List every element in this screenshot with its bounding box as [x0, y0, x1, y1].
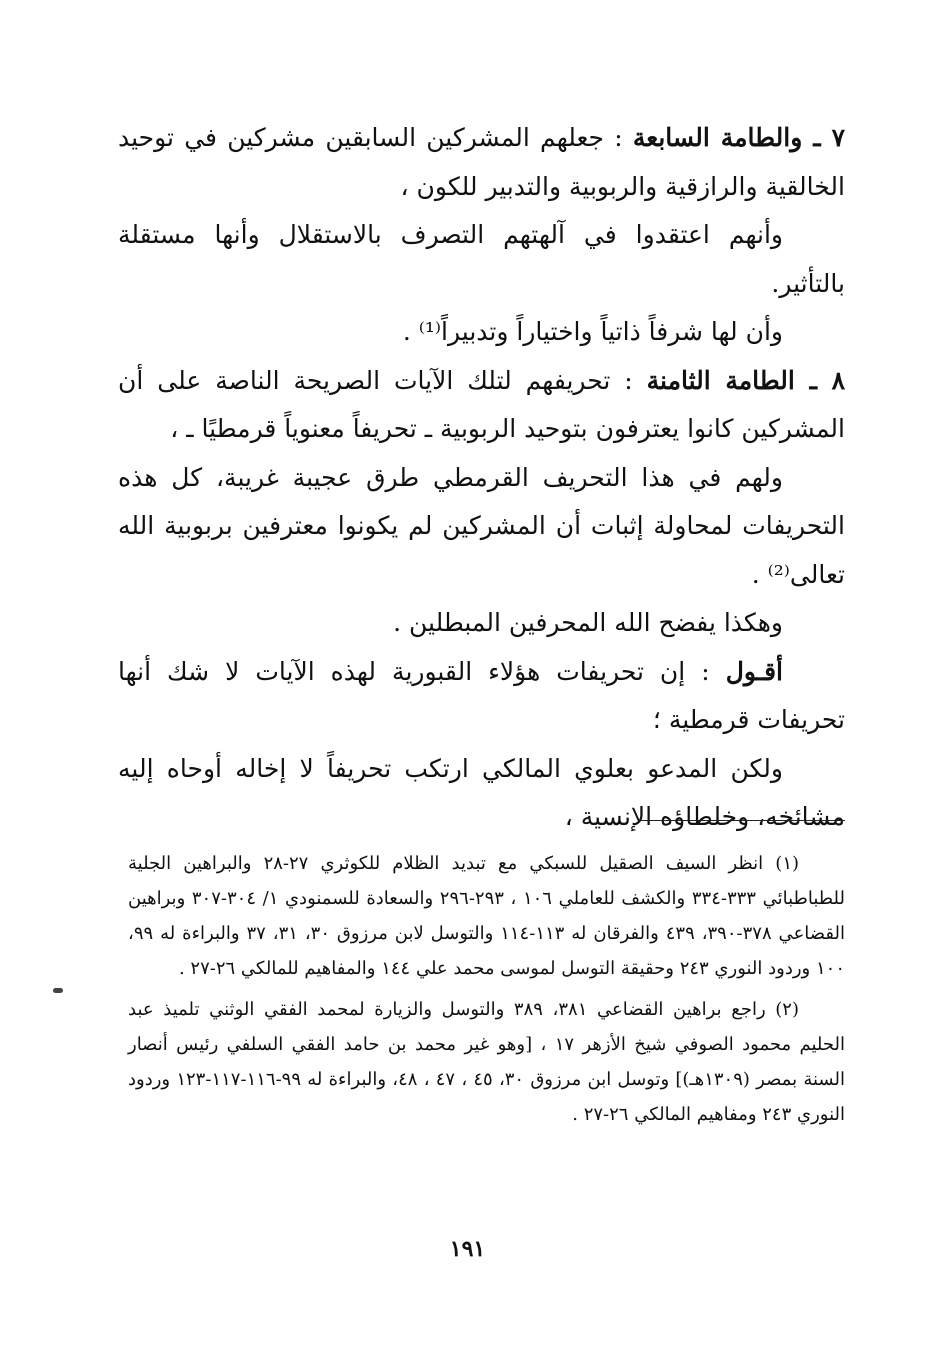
footnotes [128, 846, 845, 1138]
paragraph-7 [118, 114, 845, 211]
page-number: ١٩١ [449, 1236, 486, 1262]
paragraph-heading: والطامة السابعة [632, 123, 803, 152]
paragraph: وأنهم اعتقدوا في آلهتهم التصرف بالاستقلال وأنها مستقلة بالتأثير. [118, 220, 845, 298]
paragraph: وهكذا يفضح الله المحرفين المبطلين . [393, 608, 783, 637]
paragraph-text: : إن تحريفات هؤلاء القبورية لهذه الآيات لا شك أنها تحريفات قرمطية ؛ [118, 656, 845, 734]
item-number: ٨ ـ [794, 365, 846, 395]
scan-speck [53, 988, 63, 993]
paragraph-text: : تحريفهم لتلك الآيات الصريحة الناصة على أن المشركين كانوا يعترفون بتوحيد الربوبية ـ تحريفاً معنوياً قرمطيًا ـ ، [118, 365, 845, 443]
paragraph-heading: الطامة الثامنة [646, 365, 795, 395]
paragraph: وأن لها شرفاً ذاتياً واختياراً وتدبيراً⁽¹⁾ . [402, 317, 783, 346]
paragraph: ولهم في هذا التحريف القرمطي طرق عجيبة غريبة، كل هذه التحريفات لمحاولة إثبات أن المشركين لم يكونوا معترفين بربوبية الله تعالى⁽²⁾ . [118, 462, 845, 589]
main-text [118, 114, 845, 842]
footnote-2: (٢) راجع براهين القضاعي ٣٨١، ٣٨٩ والتوسل والزيارة لمحمد الفقي الوثني تلميذ عبد الحليم محمود الصوفي شيخ الأزهر ١٧ ، [وهو غير محمد بن حامد الفقي السلفي رئيس أنصار السنة بمصر (١٣٠٩هـ)] وتوسل ابن مرزوق ٣٠، ٤٥ ، ٤٧ ، ٤٨، والبراءة له ٩٩-١١٦-١١٧-١٢٣ وردود النوري ٢٤٣ ومفاهيم المالكي ٢٦-٢٧ . [128, 999, 845, 1125]
paragraph-aqul [118, 648, 845, 745]
footnote-1: (١) انظر السيف الصقيل للسبكي مع تبديد الظلام للكوثري ٢٧-٢٨ والبراهين الجلية للطباطبائي ٣٣٣-٣٣٤ والكشف للعاملي ١٠٦ ، ٢٩٣-٢٩٦ والسعادة للسمنودي ١/ ٣٠٤-٣٠٧ وبراهين القضاعي ٣٧٨-٣٩٠، ٤٣٩ والفرقان له ١١٣-١١٤ والتوسل لابن مرزوق ٣٠، ٣١، ٣٧ والبراءة له ٩٩، ١٠٠ وردود النوري ٢٤٣ وحقيقة التوسل لموسى محمد علي ١٤٤ والمفاهيم للمالكي ٢٦-٢٧ . [128, 853, 845, 979]
paragraph-8 [118, 357, 845, 454]
paragraph: ولكن المدعو بعلوي المالكي ارتكب تحريفاً لا إخاله أوحاه إليه مشائخه، وخلطاؤه الإنسية ، [118, 753, 845, 831]
paragraph-text: : جعلهم المشركين السابقين مشركين في توحيد الخالقية والرازقية والربوبية والتدبير للكون ، [118, 123, 845, 201]
footnote-separator [638, 820, 845, 821]
paragraph-heading: أقـول [725, 656, 783, 686]
item-number: ٧ ـ [802, 123, 845, 152]
